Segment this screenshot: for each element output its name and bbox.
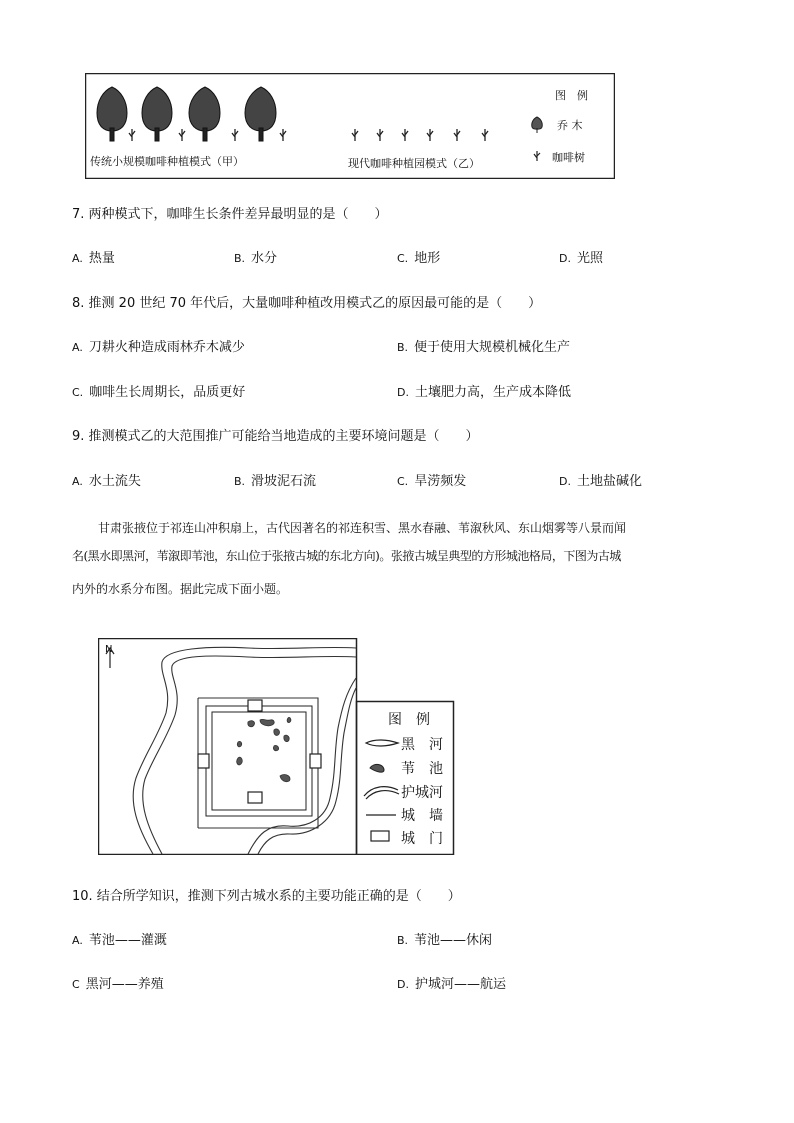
option-label: D. [397,978,409,991]
option-label: A. [72,252,83,265]
city-gate-icons [198,700,321,803]
option-text: 水土流失 [88,474,141,489]
q10-option-d[interactable] [397,976,506,994]
north-label: N [105,644,113,655]
legend-reed-pond-icon [370,764,384,772]
question-7-stem: 7. 两种模式下，咖啡生长条件差异最明显的是（ ） [72,207,388,222]
tree-icon [97,87,276,141]
option-label: C. [397,252,409,265]
option-text: 便于使用大规模机械化生产 [414,340,571,355]
q9-option-a[interactable] [72,473,141,491]
map-legend-label-heihe: 黑 河 [401,737,443,753]
legend-label-coffee: 咖啡树 [552,151,585,164]
option-text: 护城河——航运 [414,977,506,992]
option-label: C. [72,386,84,399]
q9-option-c[interactable] [397,473,466,491]
question-10-stem: 10. 结合所学知识，推测下列古城水系的主要功能正确的是（ ） [72,889,461,904]
option-text: 光照 [576,251,603,266]
city-wall [198,698,312,828]
legend-coffee-icon [534,151,540,161]
map-legend-label-moat: 护城河 [401,785,443,801]
option-label: B. [397,934,409,947]
map-legend-title: 图 例 [388,712,430,728]
q8-option-d[interactable] [397,384,571,402]
q7-option-c[interactable] [397,250,440,268]
q7-option-a[interactable] [72,250,115,268]
option-label: B. [234,475,246,488]
map-legend-label-gate: 城 门 [401,831,443,847]
option-text: 土地盐碱化 [576,474,642,489]
figure1-legend-title: 图 例 [555,89,588,102]
question-8-stem: 8. 推测 20 世纪 70 年代后，大量咖啡种植改用模式乙的原因最可能的是（ ） [72,296,542,311]
option-label: C [72,978,80,991]
option-text: 旱涝频发 [414,474,467,489]
option-text: 地形 [414,251,441,266]
q8-option-c[interactable] [72,384,245,402]
passage-line-1: 甘肃张掖位于祁连山冲积扇上，古代因著名的祁连积雪、黑水春融、苇溆秋风、东山烟雾等八景而闻 [98,521,627,535]
q10-option-b[interactable] [397,932,492,950]
map-legend-label-wall: 城 墙 [401,808,443,824]
option-label: D. [397,386,409,399]
q9-option-d[interactable] [559,473,642,491]
option-text: 热量 [88,251,115,266]
water-system-map [98,638,455,855]
q8-option-a[interactable] [72,339,245,357]
q10-option-c[interactable] [72,976,164,994]
option-text: 土壤肥力高，生产成本降低 [414,385,571,400]
option-label: A. [72,475,83,488]
q7-option-b[interactable] [234,250,277,268]
legend-moat-icon [364,787,399,799]
caption-mode-a: 传统小规模咖啡种植模式（甲） [90,155,244,168]
q7-option-d[interactable] [559,250,603,268]
option-text: 苇池——休闲 [414,933,493,948]
q9-option-b[interactable] [234,473,316,491]
option-text: 水分 [251,251,278,266]
moat-river [198,678,356,854]
option-label: A. [72,341,83,354]
option-label: B. [234,252,246,265]
coffee-shrub-icons-right [352,129,488,141]
option-label: C. [397,475,409,488]
option-label: D. [559,252,571,265]
legend-gate-icon [371,831,389,841]
q8-option-b[interactable] [397,339,570,357]
option-text: 黑河——养殖 [85,977,164,992]
passage-line-2: 名(黑水即黑河，苇溆即苇池，东山位于张掖古城的东北方向)。张掖古城呈典型的方形城池格局，下图为古城 [72,549,621,563]
reed-pond-icons [237,717,291,781]
question-9-stem: 9. 推测模式乙的大范围推广可能给当地造成的主要环境问题是（ ） [72,429,479,444]
option-label: B. [397,341,409,354]
coffee-figure [85,73,615,179]
option-text: 滑坡泥石流 [251,474,317,489]
legend-label-tree: 乔 木 [557,119,583,132]
caption-mode-b: 现代咖啡种植园模式（乙） [348,157,480,170]
option-label: A. [72,934,83,947]
passage-line-3: 内外的水系分布图。据此完成下面小题。 [72,582,289,596]
option-text: 苇池——灌溉 [88,933,167,948]
legend-heihe-icon [366,740,398,746]
option-text: 刀耕火种造成雨林乔木减少 [88,340,245,355]
option-text: 咖啡生长周期长，品质更好 [89,385,246,400]
q10-option-a[interactable] [72,932,167,950]
legend-tree-icon [532,117,543,133]
map-legend-label-reed-pond: 苇 池 [401,761,443,777]
option-label: D. [559,475,571,488]
